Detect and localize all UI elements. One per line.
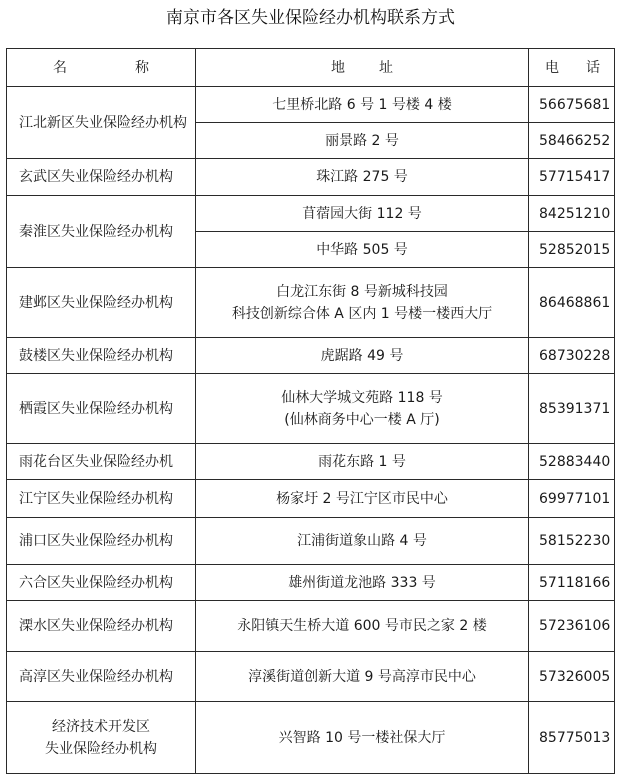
table-row: [7, 518, 615, 565]
agency-name: 玄武区失业保险经办机构: [7, 159, 196, 196]
header-address-char-1: 地: [331, 59, 345, 76]
phone-cell: 52852015: [529, 232, 615, 268]
table-row: [7, 87, 615, 123]
agency-name: 秦淮区失业保险经办机构: [7, 196, 196, 268]
phone-cell: 84251210: [529, 196, 615, 232]
address-cell: [196, 374, 529, 444]
header-name-char-2: 称: [135, 59, 149, 76]
address-cell: 丽景路 2 号: [196, 123, 529, 159]
address-cell: 杨家圩 2 号江宁区市民中心: [196, 480, 529, 518]
table-row: [7, 444, 615, 480]
agency-name: [7, 87, 196, 159]
table-row: [7, 601, 615, 652]
agency-name: 六合区失业保险经办机构: [7, 565, 196, 601]
table-row: [7, 159, 615, 196]
address-cell: 江浦街道象山路 4 号: [196, 518, 529, 565]
table-row: [7, 702, 615, 774]
phone-cell: 57118166: [529, 565, 615, 601]
address-cell: [196, 268, 529, 338]
agency-name: 建邺区失业保险经办机构: [7, 268, 196, 338]
page-title: 南京市各区失业保险经办机构联系方式: [166, 8, 455, 28]
table-row: [7, 268, 615, 338]
address-line-1: 白龙江东街 8 号新城科技园: [276, 283, 448, 300]
header-phone: [529, 49, 615, 87]
table-row: [7, 196, 615, 232]
phone-cell: 86468861: [529, 268, 615, 338]
address-cell: 雨花东路 1 号: [196, 444, 529, 480]
agency-name-text: 江北新区失业保险经办机构: [19, 114, 187, 131]
table-row: [7, 374, 615, 444]
agency-name: 栖霞区失业保险经办机构: [7, 374, 196, 444]
address-cell: 雄州街道龙池路 333 号: [196, 565, 529, 601]
table-row: [7, 338, 615, 374]
address-cell: 永阳镇天生桥大道 600 号市民之家 2 楼: [196, 601, 529, 652]
phone-cell: 58466252: [529, 123, 615, 159]
table-header-row: [7, 49, 615, 87]
agency-name: 鼓楼区失业保险经办机构: [7, 338, 196, 374]
header-phone-char-2: 话: [586, 59, 600, 76]
table-row: [7, 480, 615, 518]
phone-cell: 69977101: [529, 480, 615, 518]
address-cell: 珠江路 275 号: [196, 159, 529, 196]
agency-name-line-1: 经济技术开发区: [52, 718, 150, 735]
phone-cell: 57715417: [529, 159, 615, 196]
address-cell: 中华路 505 号: [196, 232, 529, 268]
agency-name: 溧水区失业保险经办机构: [7, 601, 196, 652]
address-cell: 淳溪街道创新大道 9 号高淳市民中心: [196, 652, 529, 702]
contacts-table: [6, 48, 615, 774]
agency-name: [7, 702, 196, 774]
phone-cell: 57326005: [529, 652, 615, 702]
header-name-char-1: 名: [53, 59, 67, 76]
phone-cell: 57236106: [529, 601, 615, 652]
agency-name: 江宁区失业保险经办机构: [7, 480, 196, 518]
phone-cell: 68730228: [529, 338, 615, 374]
address-line-1: 仙林大学城文苑路 118 号: [281, 389, 443, 406]
table-row: [7, 565, 615, 601]
agency-name: 雨花台区失业保险经办机: [7, 444, 196, 480]
header-phone-char-1: 电: [545, 59, 559, 76]
phone-cell: 52883440: [529, 444, 615, 480]
address-cell: 虎踞路 49 号: [196, 338, 529, 374]
agency-name: 浦口区失业保险经办机构: [7, 518, 196, 565]
agency-name-line-2: 失业保险经办机构: [45, 740, 157, 757]
header-address-char-2: 址: [379, 59, 393, 76]
address-cell: 七里桥北路 6 号 1 号楼 4 楼: [196, 87, 529, 123]
address-line-2: 科技创新综合体 A 区内 1 号楼一楼西大厅: [231, 305, 493, 322]
phone-cell: 85775013: [529, 702, 615, 774]
phone-cell: 85391371: [529, 374, 615, 444]
header-name: [7, 49, 196, 87]
address-cell: 兴智路 10 号一楼社保大厅: [196, 702, 529, 774]
agency-name: 高淳区失业保险经办机构: [7, 652, 196, 702]
phone-cell: 58152230: [529, 518, 615, 565]
address-cell: 苜蓿园大街 112 号: [196, 196, 529, 232]
phone-cell: 56675681: [529, 87, 615, 123]
table-row: [7, 652, 615, 702]
header-address: [196, 49, 529, 87]
address-line-2: (仙林商务中心一楼 A 厅): [284, 411, 440, 428]
